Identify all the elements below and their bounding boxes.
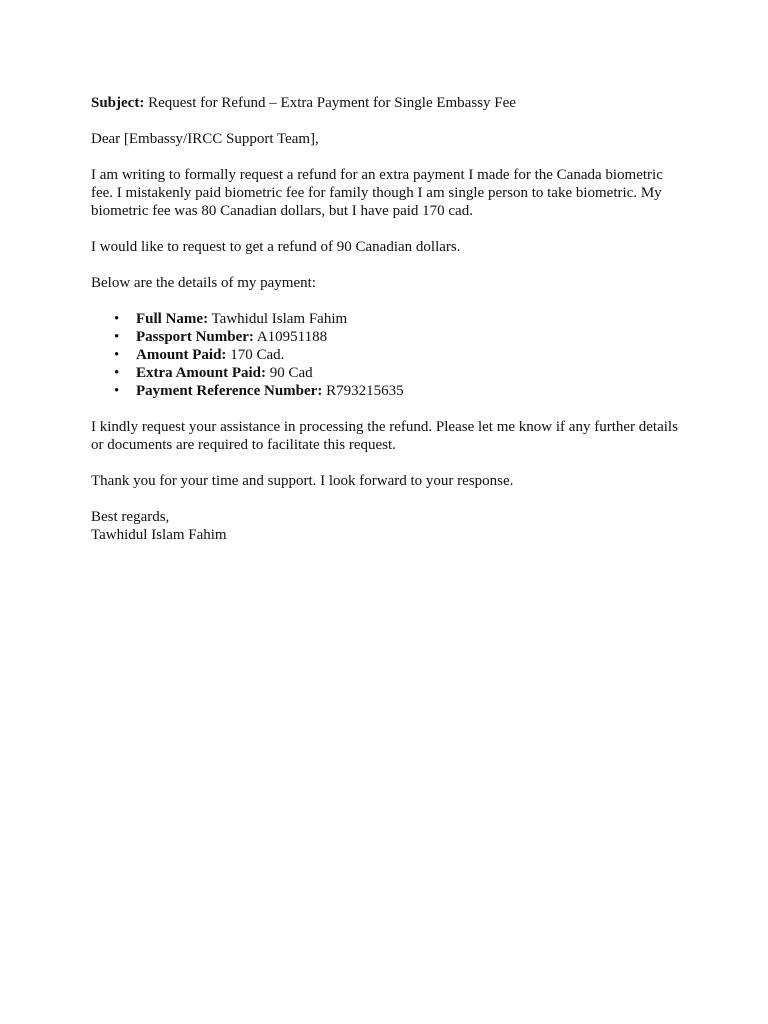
payment-details-list [91,310,681,400]
subject-line [91,94,681,112]
bullet-icon: • [114,311,120,327]
detail-label: Amount Paid: [136,347,227,363]
details-intro: Below are the details of my payment: [91,275,316,291]
detail-value: A10951188 [253,329,328,345]
closing-phrase: Best regards, [91,509,170,525]
signature-name: Tawhidul Islam Fahim [91,527,227,543]
list-item-passport-number [114,328,681,346]
paragraph-thanks: Thank you for your time and support. I look forward to your response. [91,473,514,489]
detail-label: Full Name: [136,311,209,327]
subject-text: Request for Refund – Extra Payment for Single Embassy Fee [144,95,516,111]
list-item-full-name [114,310,681,328]
closing-block [91,508,681,544]
bullet-icon: • [114,365,120,381]
detail-label: Extra Amount Paid: [136,365,267,381]
detail-value: Tawhidul Islam Fahim [208,311,348,327]
list-item-amount-paid [114,346,681,364]
detail-value: R793215635 [322,383,404,399]
detail-value: 90 Cad [266,365,313,381]
paragraph-request: I am writing to formally request a refund for an extra payment I made for the Canada biometric fee. I mistakenly paid biometric fee for family though I am single person to take biometric. My biometric fee was 80 Canadian dollars, but I have paid 170 cad. [91,167,663,219]
document-page [91,94,681,544]
list-item-extra-amount-paid [114,364,681,382]
subject-label: Subject: [91,95,145,111]
greeting: Dear [Embassy/IRCC Support Team], [91,131,319,147]
bullet-icon: • [114,347,120,363]
detail-label: Payment Reference Number: [136,383,323,399]
bullet-icon: • [114,383,120,399]
paragraph-refund-amount: I would like to request to get a refund of 90 Canadian dollars. [91,239,461,255]
paragraph-assistance: I kindly request your assistance in processing the refund. Please let me know if any further details or documents are required to facilitate this request. [91,419,678,453]
detail-value: 170 Cad. [226,347,285,363]
list-item-payment-reference [114,382,681,400]
detail-label: Passport Number: [136,329,254,345]
bullet-icon: • [114,329,120,345]
